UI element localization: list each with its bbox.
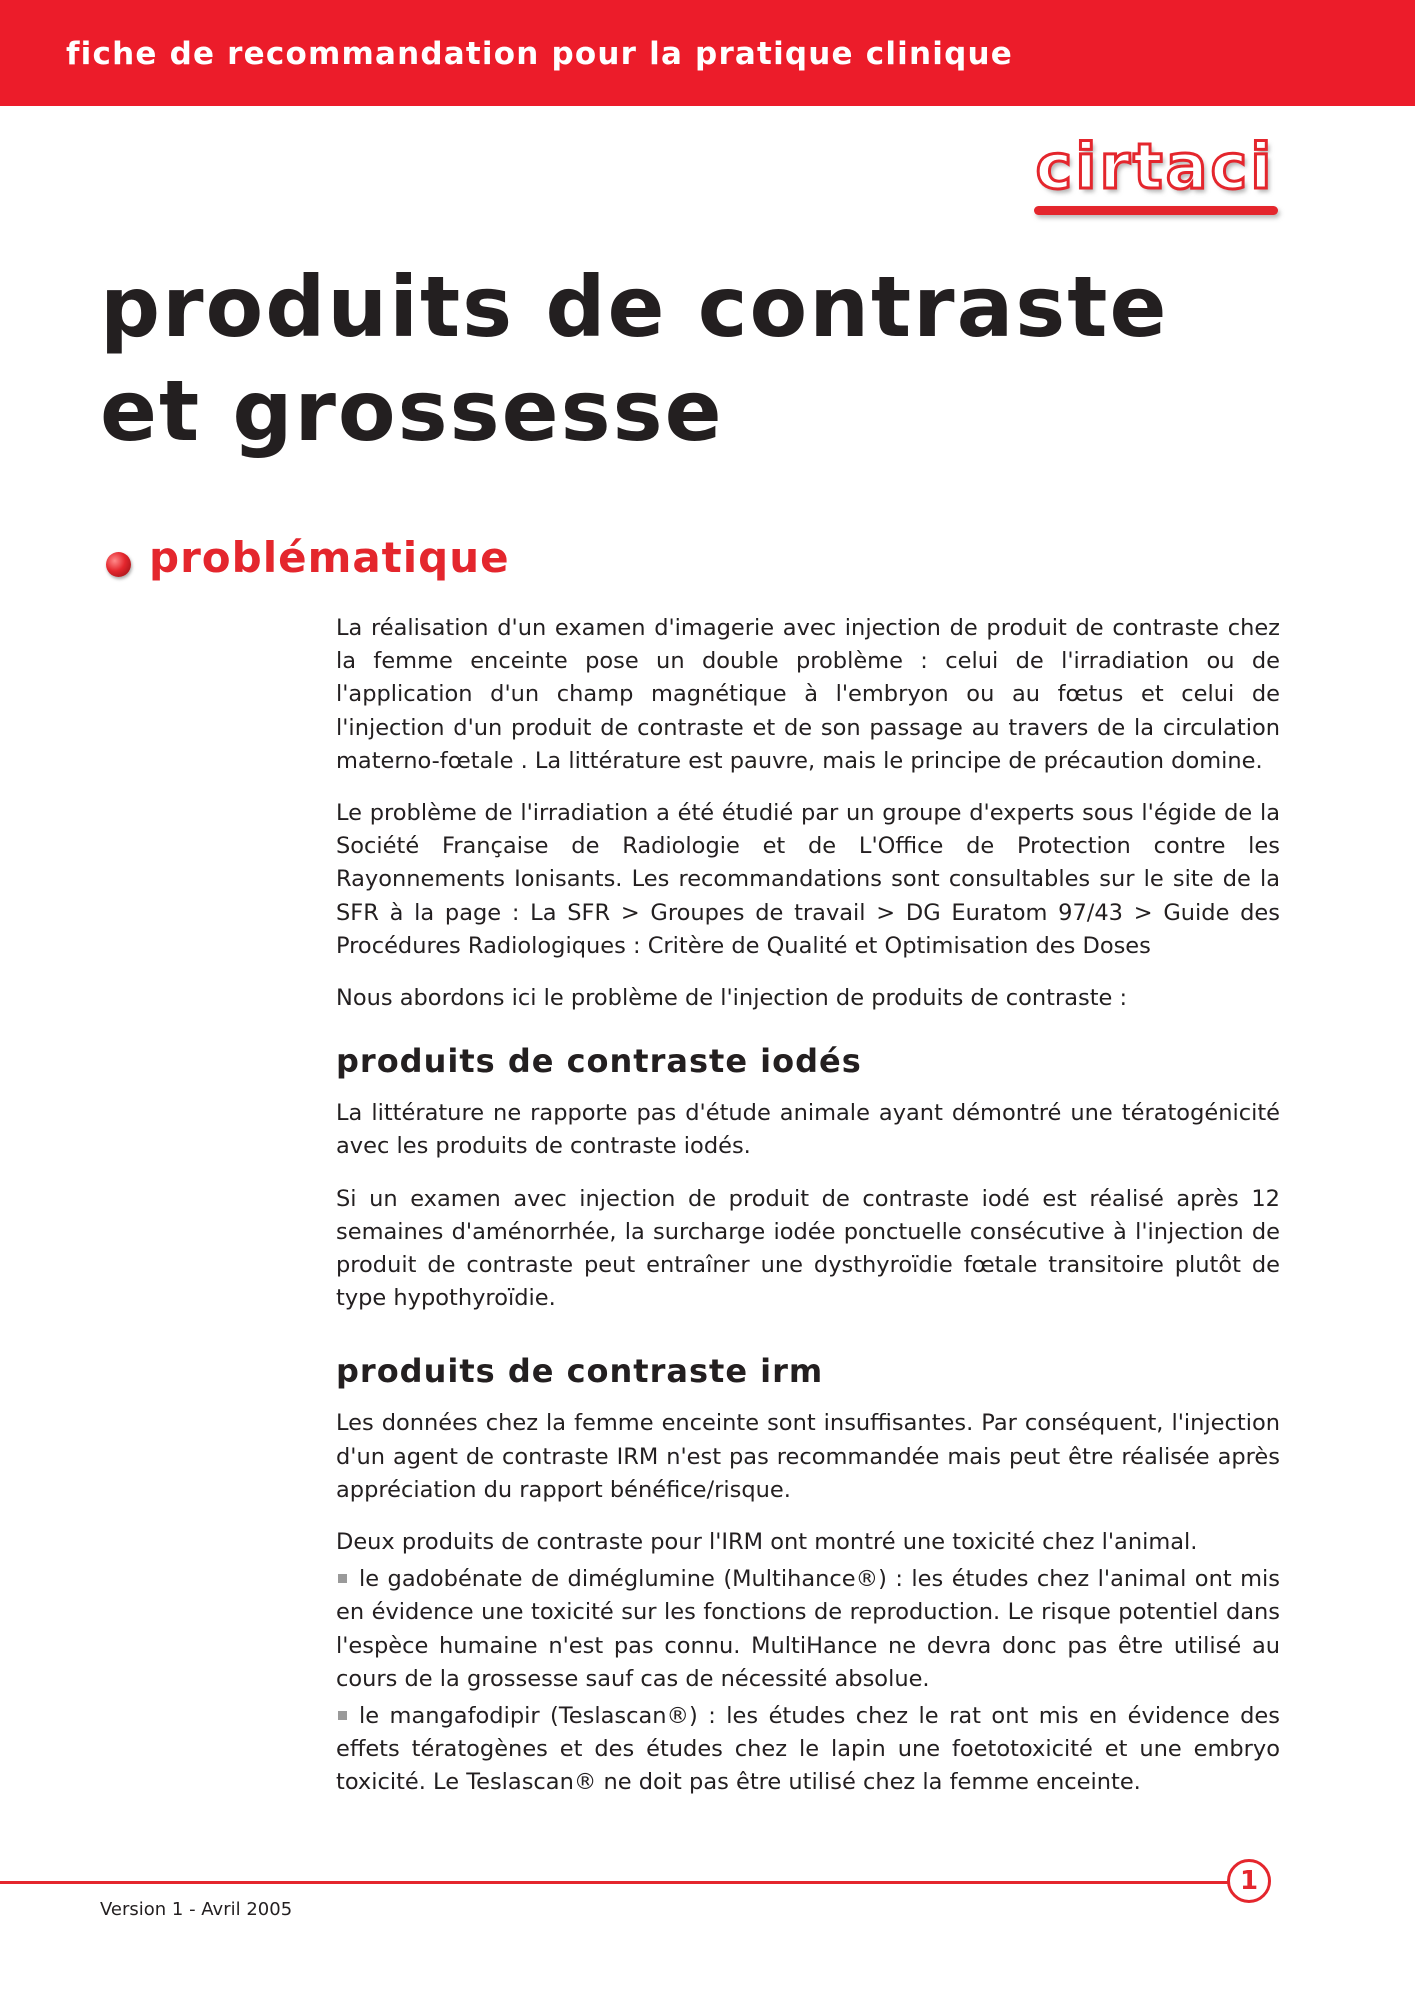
square-bullet-icon <box>338 1574 347 1583</box>
list-item-multihance <box>336 1563 1280 1696</box>
document-body <box>336 612 1280 1804</box>
subheading-iodes: produits de contraste iodés <box>336 1042 862 1081</box>
version-label: Version 1 - Avril 2005 <box>100 1899 293 1920</box>
logo-underline <box>1034 206 1278 215</box>
paragraph-irradiation: Le problème de l'irradiation a été étudié par un groupe d'experts sous l'égide de la Société Française de Radiologie et de L'Office de Protection contre les Rayonnements Ionisants. Les recommandations sont consultables sur le site de la SFR à la page : La SFR > Groupes de travail > DG Euratom 97/43 > Guide des Procédures Radiologiques : Critère de Qualité et Optimisation des Doses <box>336 800 1280 959</box>
cirtaci-logo <box>1028 127 1282 223</box>
paragraph-irm-data: Les données chez la femme enceinte sont insuffisantes. Par conséquent, l'injection d'un agent de contraste IRM n'est pas recommandée mais peut être réalisée après appréciation du rapport bénéfice/risque. <box>336 1410 1280 1503</box>
paragraph-iodes-thyroid: Si un examen avec injection de produit de contraste iodé est réalisé après 12 semaines d'aménorrhée, la surcharge iodée ponctuelle consécutive à l'injection de produit de contraste peut entraîner une dysthyroïdie fœtale transitoire plutôt de type hypothyroïdie. <box>336 1185 1280 1312</box>
subheading-irm: produits de contraste irm <box>336 1352 824 1391</box>
paragraph-scope: Nous abordons ici le problème de l'injection de produits de contraste : <box>336 985 1128 1012</box>
page-number: 1 <box>1227 1859 1271 1903</box>
paragraph-irm-toxicity: Deux produits de contraste pour l'IRM ont montré une toxicité chez l'animal. <box>336 1529 1198 1556</box>
square-bullet-icon <box>338 1711 347 1720</box>
list-item-teslascan <box>336 1700 1280 1800</box>
section-title-problematique: problématique <box>149 533 510 582</box>
banner-title: fiche de recommandation pour la pratique clinique <box>66 36 1013 72</box>
paragraph-iodes-literature: La littérature ne rapporte pas d'étude animale ayant démontré une tératogénicité avec les produits de contraste iodés. <box>336 1100 1280 1160</box>
page-title <box>100 255 1168 463</box>
footer-divider <box>0 1881 1228 1884</box>
red-bullet-icon <box>106 552 131 577</box>
list-item-text: le mangafodipir (Teslascan®) : les études chez le rat ont mis en évidence des effets tératogènes et des études chez le lapin une foetotoxicité et une embryo toxicité. Le Teslascan® ne doit pas être utilisé chez la femme enceinte. <box>336 1703 1280 1796</box>
paragraph-intro: La réalisation d'un examen d'imagerie avec injection de produit de contraste chez la femme enceinte pose un double problème : celui de l'irradiation ou de l'application d'un champ magnétique à l'embryon ou au fœtus et celui de l'injection d'un produit de contraste et de son passage au travers de la circulation materno-fœtale . La littérature est pauvre, mais le principe de précaution domine. <box>336 615 1280 774</box>
logo-wordmark: cirtaci <box>1035 130 1275 203</box>
page-title-line-1: produits de contraste <box>100 258 1169 356</box>
list-item-text: le gadobénate de diméglumine (Multihance®) : les études chez l'animal ont mis en évidence une toxicité sur les fonctions de reproduction. Le risque potentiel dans l'espèce humaine n'est pas connu. MultiHance ne devra donc pas être utilisé au cours de la grossesse sauf cas de nécessité absolue. <box>336 1566 1280 1692</box>
page-title-line-2: et grossesse <box>100 362 724 460</box>
header-banner <box>0 0 1415 106</box>
